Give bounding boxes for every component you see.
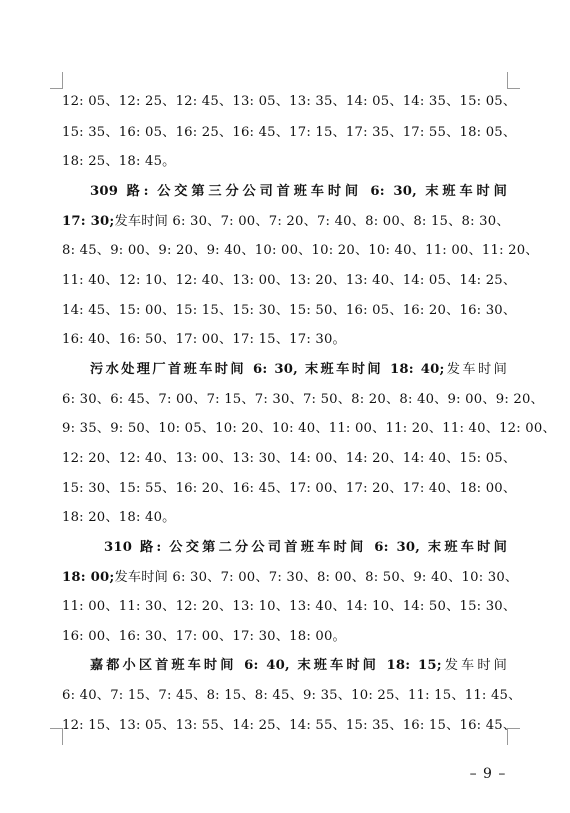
text-line: 11: 40、12: 10、12: 40、13: 00、13: 20、13: 40、14: 05、14: 25、 xyxy=(62,273,517,288)
page-number: – 9 – xyxy=(469,766,507,782)
text-line: 9: 35、9: 50、10: 05、10: 20、10: 40、11: 00、11: 20、11: 40、12: 00、 xyxy=(62,421,556,436)
text-line: 14: 45、15: 00、15: 15、15: 30、15: 50、16: 05、16: 20、16: 30、 xyxy=(62,303,517,318)
text-line: 16: 00、16: 30、17: 00、17: 30、18: 00。 xyxy=(62,629,346,644)
text-line: 15: 35、16: 05、16: 25、16: 45、17: 15、17: 35、17: 55、18: 05、 xyxy=(62,125,517,140)
text-line: 16: 40、16: 50、17: 00、17: 15、17: 30。 xyxy=(62,332,346,347)
route-heading-310: 310 路: 公交第二分公司首班车时间 6: 30, 末班车时间 xyxy=(104,540,507,555)
heading-bold: 污水处理厂首班车时间 6: 30, 末班车时间 18: 40; xyxy=(90,362,445,377)
text-line: 18: 20、18: 40。 xyxy=(62,510,176,525)
text-line: 6: 40、7: 15、7: 45、8: 15、8: 45、9: 35、10: 25、11: 15、11: 45、 xyxy=(62,688,522,703)
text-line xyxy=(62,569,519,587)
route-heading-309: 309 路: 公交第三分公司首班车时间 6: 30, 末班车时间 xyxy=(90,184,507,199)
text-line: 6: 30、6: 45、7: 00、7: 15、7: 30、7: 50、8: 20、8: 40、9: 00、9: 20、 xyxy=(62,392,544,407)
departure-times: 发车时间 6: 30、7: 00、7: 20、7: 40、8: 00、8: 15、8: 30、 xyxy=(114,214,510,229)
text-line: 18: 25、18: 45。 xyxy=(62,154,176,169)
end-time: 18: 00; xyxy=(62,570,115,585)
text-line: 8: 45、9: 00、9: 20、9: 40、10: 00、10: 20、10: 40、11: 00、11: 20、 xyxy=(62,243,539,258)
heading-bold: 嘉都小区首班车时间 6: 40, 末班车时间 18: 15; xyxy=(90,658,442,673)
end-time: 17: 30; xyxy=(62,214,115,229)
text-line: 12: 15、13: 05、13: 55、14: 25、14: 55、15: 35、16: 15、16: 45、 xyxy=(62,718,517,733)
text-line: 11: 00、11: 30、12: 20、13: 10、13: 40、14: 10、14: 50、15: 30、 xyxy=(62,599,517,614)
heading-text: 发车时间 xyxy=(441,658,507,673)
text-line: 12: 20、12: 40、13: 00、13: 30、14: 00、14: 20、14: 40、15: 05、 xyxy=(62,451,517,466)
crop-mark-top-left xyxy=(50,72,63,89)
text-line: 15: 30、15: 55、16: 20、16: 45、17: 00、17: 20、17: 40、18: 00、 xyxy=(62,481,517,496)
route-heading-wastewater-plant xyxy=(90,361,507,379)
route-heading-jiadu-community xyxy=(90,657,507,675)
departure-times: 发车时间 6: 30、7: 00、7: 30、8: 00、8: 50、9: 40、10: 30、 xyxy=(114,570,519,585)
crop-mark-top-right xyxy=(507,72,520,89)
text-line: 12: 05、12: 25、12: 45、13: 05、13: 35、14: 05、14: 35、15: 05、 xyxy=(62,94,517,109)
heading-text: 发车时间 xyxy=(444,362,507,377)
text-line xyxy=(62,213,510,231)
